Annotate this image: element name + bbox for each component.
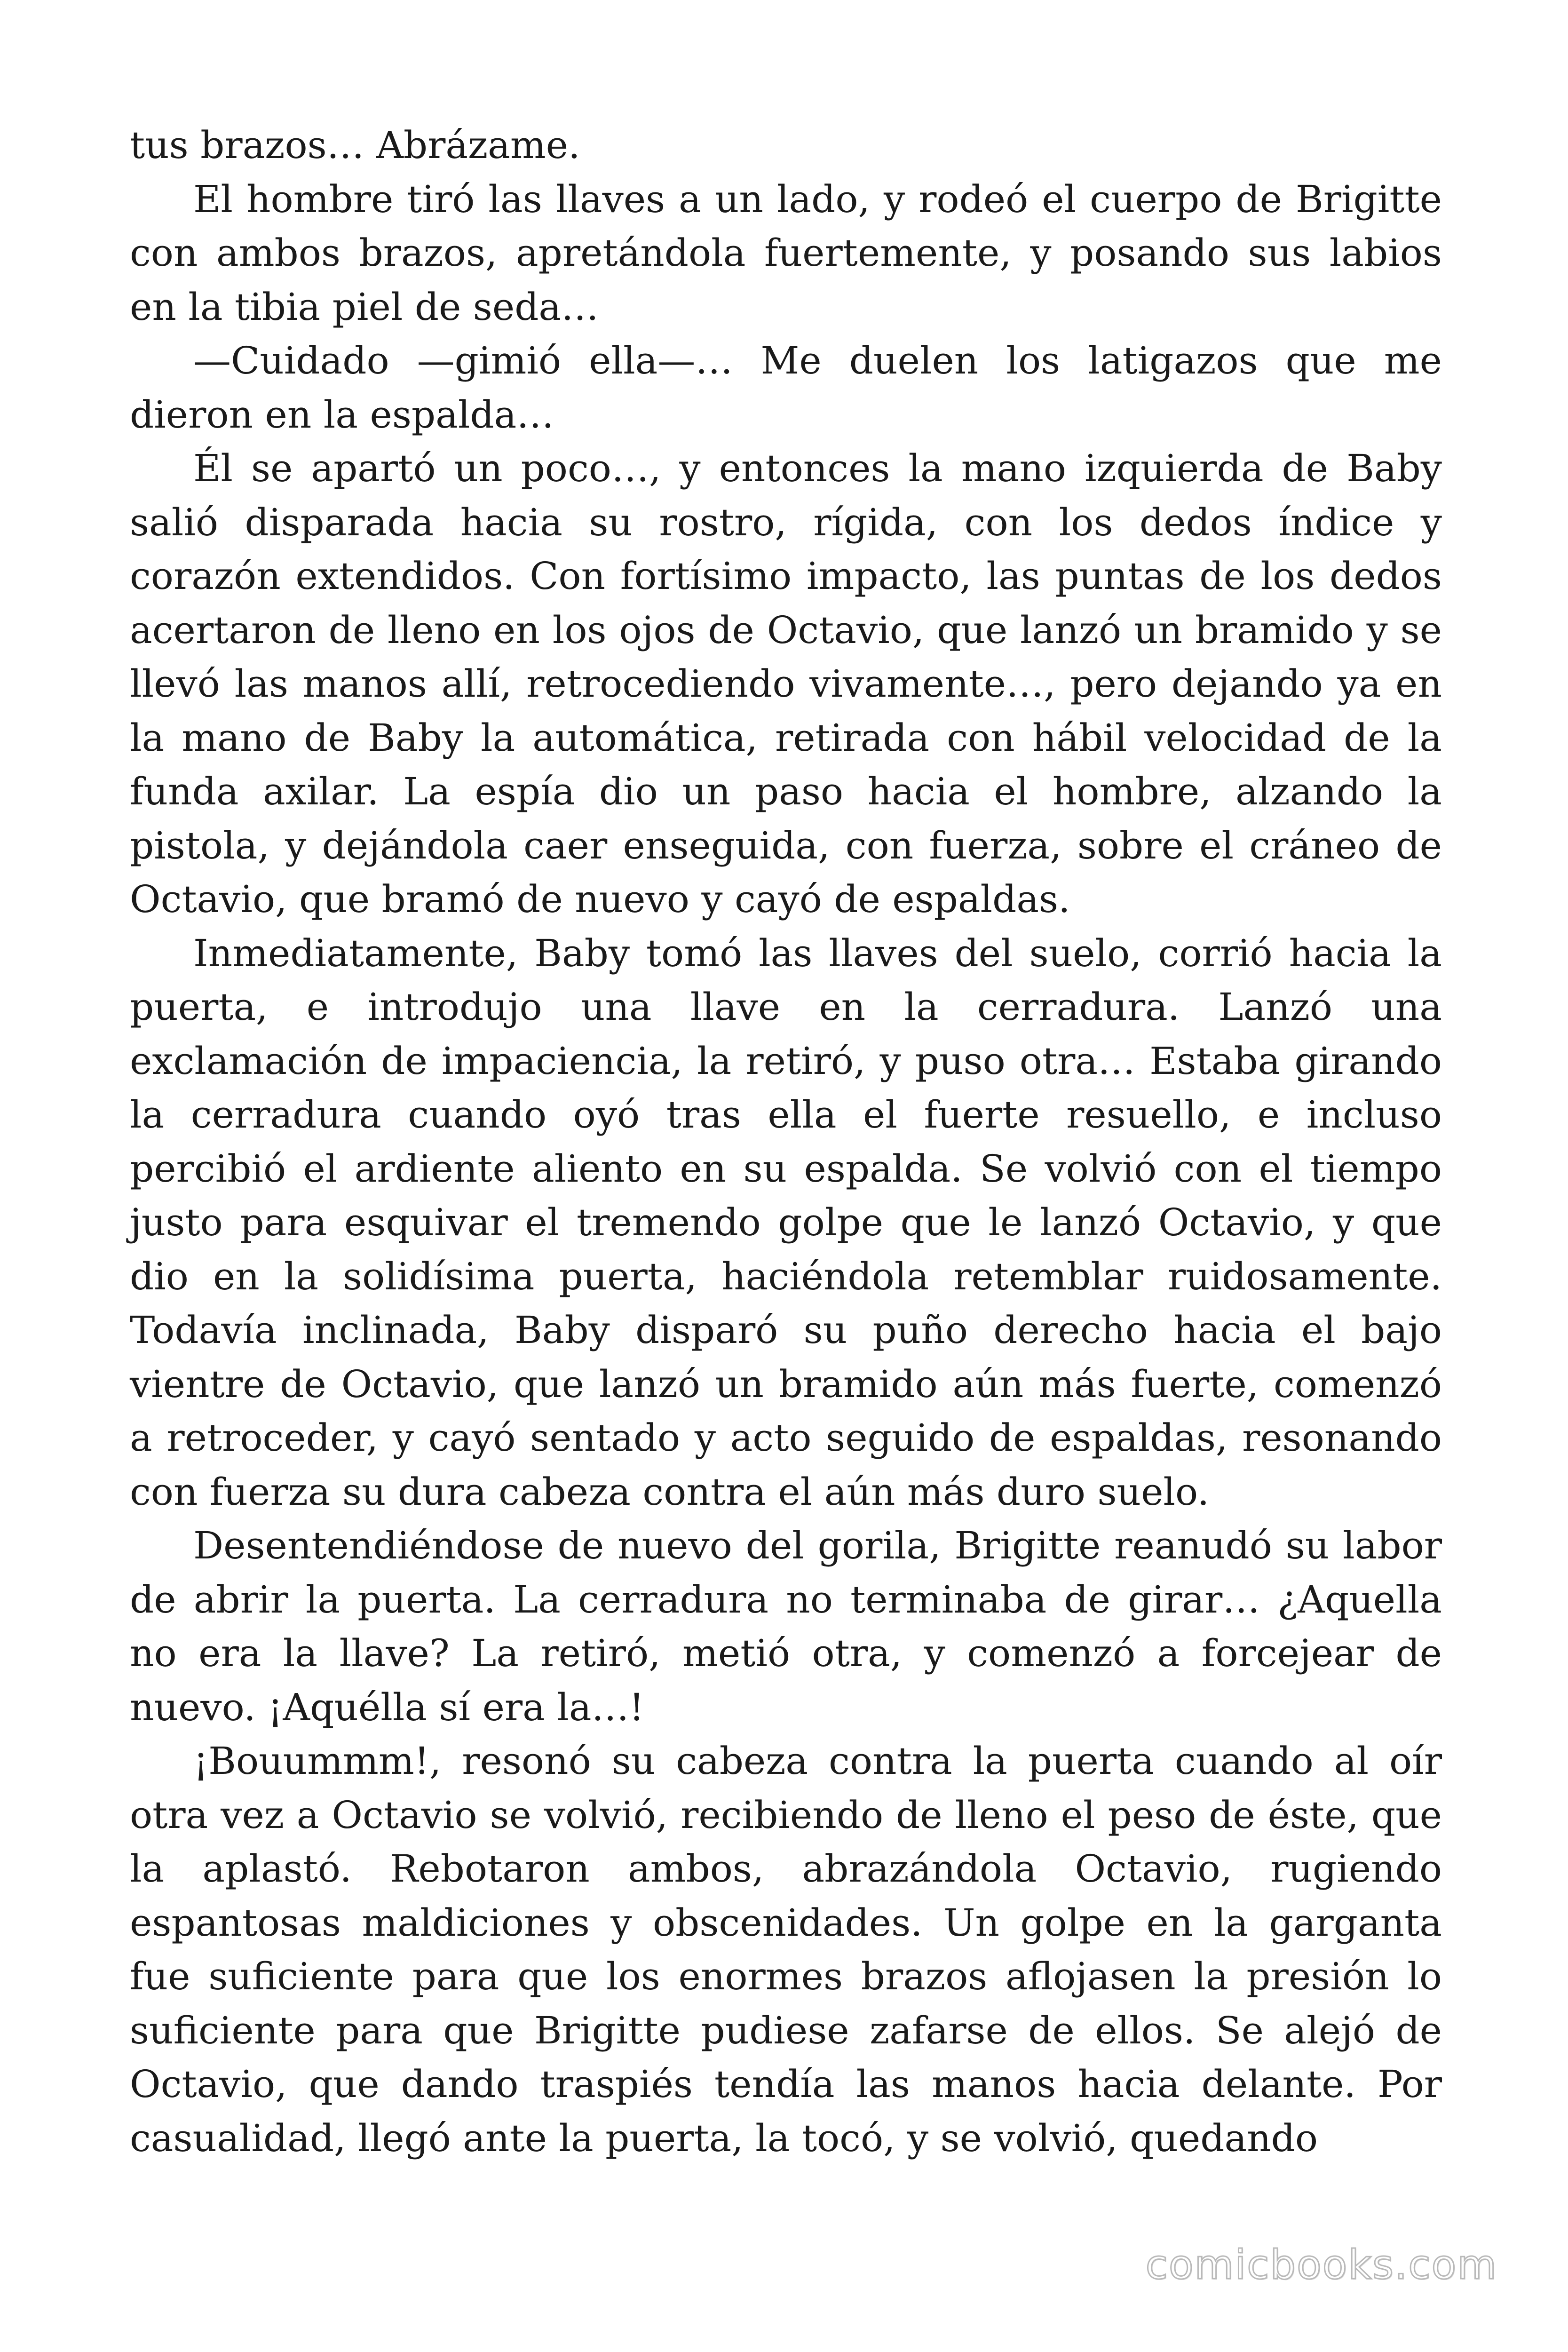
paragraph-continuation: tus brazos… Abrázame. [130,123,580,167]
paragraph: Desentendiéndose de nuevo del gorila, Brigitte reanudó su labor de abrir la puerta. La cerradura no terminaba de girar… ¿Aquella no era la llave? La retiró, metió otra, y comenzó a forcejear de nuevo. ¡Aquélla sí era la…! [130,1524,1442,1729]
body-text [130,119,1442,2165]
paragraph: Inmediatamente, Baby tomó las llaves del suelo, corrió hacia la puerta, e introdujo una llave en la cerradura. Lanzó una exclamación de impaciencia, la retiró, y puso otra… Estaba girando la cerradura cuando oyó tras ella el fuerte resuello, e incluso percibió el ardiente aliento en su espalda. Se volvió con el tiempo justo para esquivar el tremendo golpe que le lanzó Octavio, y que dio en la solidísima puerta, haciéndola retemblar ruidosamente. Todavía inclinada, Baby disparó su puño derecho hacia el bajo vientre de Octavio, que lanzó un bramido aún más fuerte, comenzó a retroceder, y cayó sentado y acto seguido de espaldas, resonando con fuerza su dura cabeza contra el aún más duro suelo. [130,931,1442,1514]
paragraph: Él se apartó un poco…, y entonces la mano izquierda de Baby salió disparada hacia su rostro, rígida, con los dedos índice y corazón extendidos. Con fortísimo impacto, las puntas de los dedos acertaron de lleno en los ojos de Octavio, que lanzó un bramido y se llevó las manos allí, retrocediendo vivamente…, pero dejando ya en la mano de Baby la automática, retirada con hábil velocidad de la funda axilar. La espía dio un paso hacia el hombre, alzando la pistola, y dejándola caer enseguida, con fuerza, sobre el cráneo de Octavio, que bramó de nuevo y cayó de espaldas. [130,446,1442,921]
paragraph: El hombre tiró las llaves a un lado, y rodeó el cuerpo de Brigitte con ambos brazos, apretándola fuertemente, y posando sus labios en la tibia piel de seda… [130,177,1442,329]
watermark: comicbooks.com [1145,2241,1497,2288]
paragraph: —Cuidado —gimió ella—… Me duelen los latigazos que me dieron en la espalda… [130,339,1442,437]
paragraph: ¡Bouummm!, resonó su cabeza contra la puerta cuando al oír otra vez a Octavio se volvió, recibiendo de lleno el peso de éste, que la aplastó. Rebotaron ambos, abrazándola Octavio, rugiendo espantosas maldiciones y obscenidades. Un golpe en la garganta fue suficiente para que los enormes brazos aflojasen la presión lo suficiente para que Brigitte pudiese zafarse de ellos. Se alejó de Octavio, que dando traspiés tendía las manos hacia delante. Por casualidad, llegó ante la puerta, la tocó, y se volvió, quedando [130,1739,1442,2160]
